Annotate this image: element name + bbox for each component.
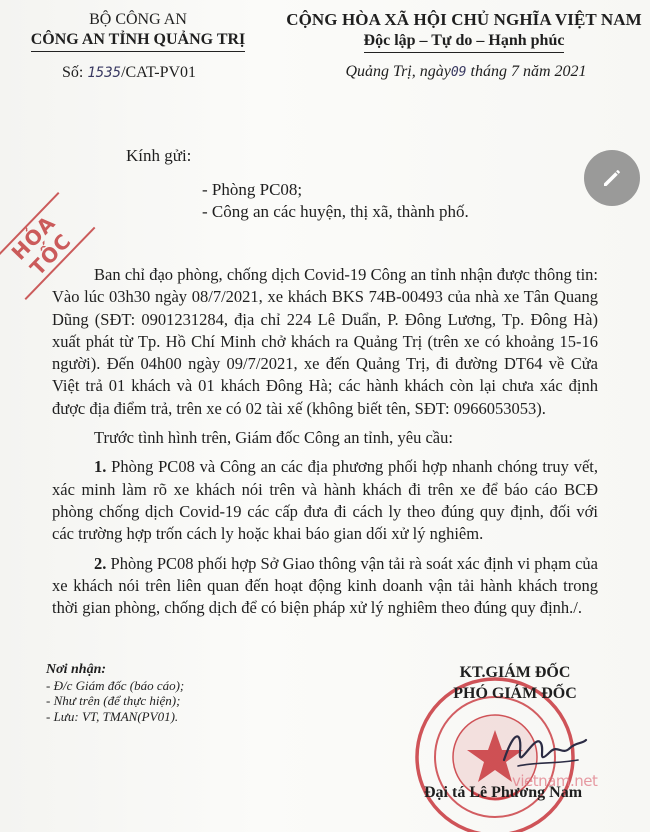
edit-button[interactable]	[584, 150, 640, 206]
signature-title-2: PHÓ GIÁM ĐỐC	[453, 685, 577, 702]
nation-name: CỘNG HÒA XÃ HỘI CHỦ NGHĨA VIỆT NAM	[286, 10, 642, 29]
issuer-header	[18, 10, 258, 52]
signature-title-1: KT.GIÁM ĐỐC	[459, 664, 571, 681]
item-number: 2.	[94, 553, 107, 573]
date-suffix: tháng 7 năm 2021	[470, 63, 587, 80]
recipient-item: - Phòng PC08;	[202, 180, 303, 199]
doc-number-suffix: /CAT-PV01	[121, 64, 197, 81]
body-paragraph: Ban chỉ đạo phòng, chống dịch Covid-19 Công an tỉnh nhận được thông tin: Vào lúc 03h30 ngày 08/7/2021, xe khách BKS 74B-00493 của nhà xe Tân Quang Dũng (SĐT: 0901231284, địa chỉ 224 Lê Duẩn, P. Đông Lương, Tp. Đông Hà) xuất phát từ Tp. Hồ Chí Minh chở khách ra Quảng Trị (trên xe có khoảng 15-16 người). Đến 04h00 ngày 09/7/2021, xe đến Quảng Trị, đi đường DT64 về Cửa Việt trả 01 khách và 01 khách Đông Hà; các hành khách còn lại chưa xác định được địa điểm trả, trên xe có 02 tài xế (không biết tên, SĐT: 0966053053).	[52, 265, 598, 418]
unit-name: CÔNG AN TỈNH QUẢNG TRỊ	[31, 30, 246, 52]
national-header	[284, 10, 644, 53]
signature-block	[380, 664, 650, 704]
receiver-item: - Lưu: VT, TMAN(PV01).	[46, 708, 179, 724]
receiver-item: - Đ/c Giám đốc (báo cáo);	[46, 677, 185, 693]
receivers-block	[46, 662, 184, 724]
issue-date	[306, 63, 626, 81]
national-motto: Độc lập – Tự do – Hạnh phúc	[364, 30, 565, 53]
recipient-item: - Công an các huyện, thị xã, thành phố.	[202, 202, 469, 221]
body-paragraph-numbered	[52, 553, 598, 620]
item-text: Phòng PC08 phối hợp Sở Giao thông vận tải rà soát xác định vi phạm của xe khách nói trên liên quan đến hoạt động kinh doanh vận tải hành khách trong thời gian phòng, chống dịch để có biện pháp xử lý nghiêm theo đúng quy định./.	[52, 553, 599, 618]
watermark: vietnam.net	[512, 772, 598, 790]
receiver-item: - Như trên (để thực hiện);	[46, 693, 181, 708]
greeting: Kính gửi:	[126, 146, 192, 165]
ministry-name: BỘ CÔNG AN	[89, 11, 187, 28]
document-number	[62, 64, 196, 82]
body-paragraph: Trước tình hình trên, Giám đốc Công an tỉnh, yêu cầu:	[94, 428, 453, 448]
item-text: Phòng PC08 và Công an các địa phương phối hợp nhanh chóng truy vết, xác minh làm rõ xe khách nói trên và hành khách đi trên xe để báo cáo BCĐ phòng chống dịch Covid-19 các cấp đưa đi cách ly theo đúng quy định, đối với các trường hợp trốn cách ly hoặc khai báo gian dối xử lý nghiêm.	[52, 457, 598, 544]
urgent-stamp: HỎA TỐC	[0, 192, 95, 300]
body-paragraph-numbered	[52, 456, 598, 545]
item-number: 1.	[94, 457, 107, 477]
pencil-icon	[600, 166, 624, 190]
doc-number-handwritten: 1535	[87, 65, 122, 81]
receivers-title: Nơi nhận:	[46, 662, 107, 677]
signer-name: Đại tá Lê Phương Nam	[424, 784, 583, 801]
document-body	[52, 264, 598, 619]
date-prefix: Quảng Trị, ngày	[345, 63, 451, 80]
handwritten-signature	[500, 722, 590, 778]
date-day-handwritten: 09	[450, 65, 467, 80]
doc-number-prefix: Số:	[62, 64, 84, 81]
